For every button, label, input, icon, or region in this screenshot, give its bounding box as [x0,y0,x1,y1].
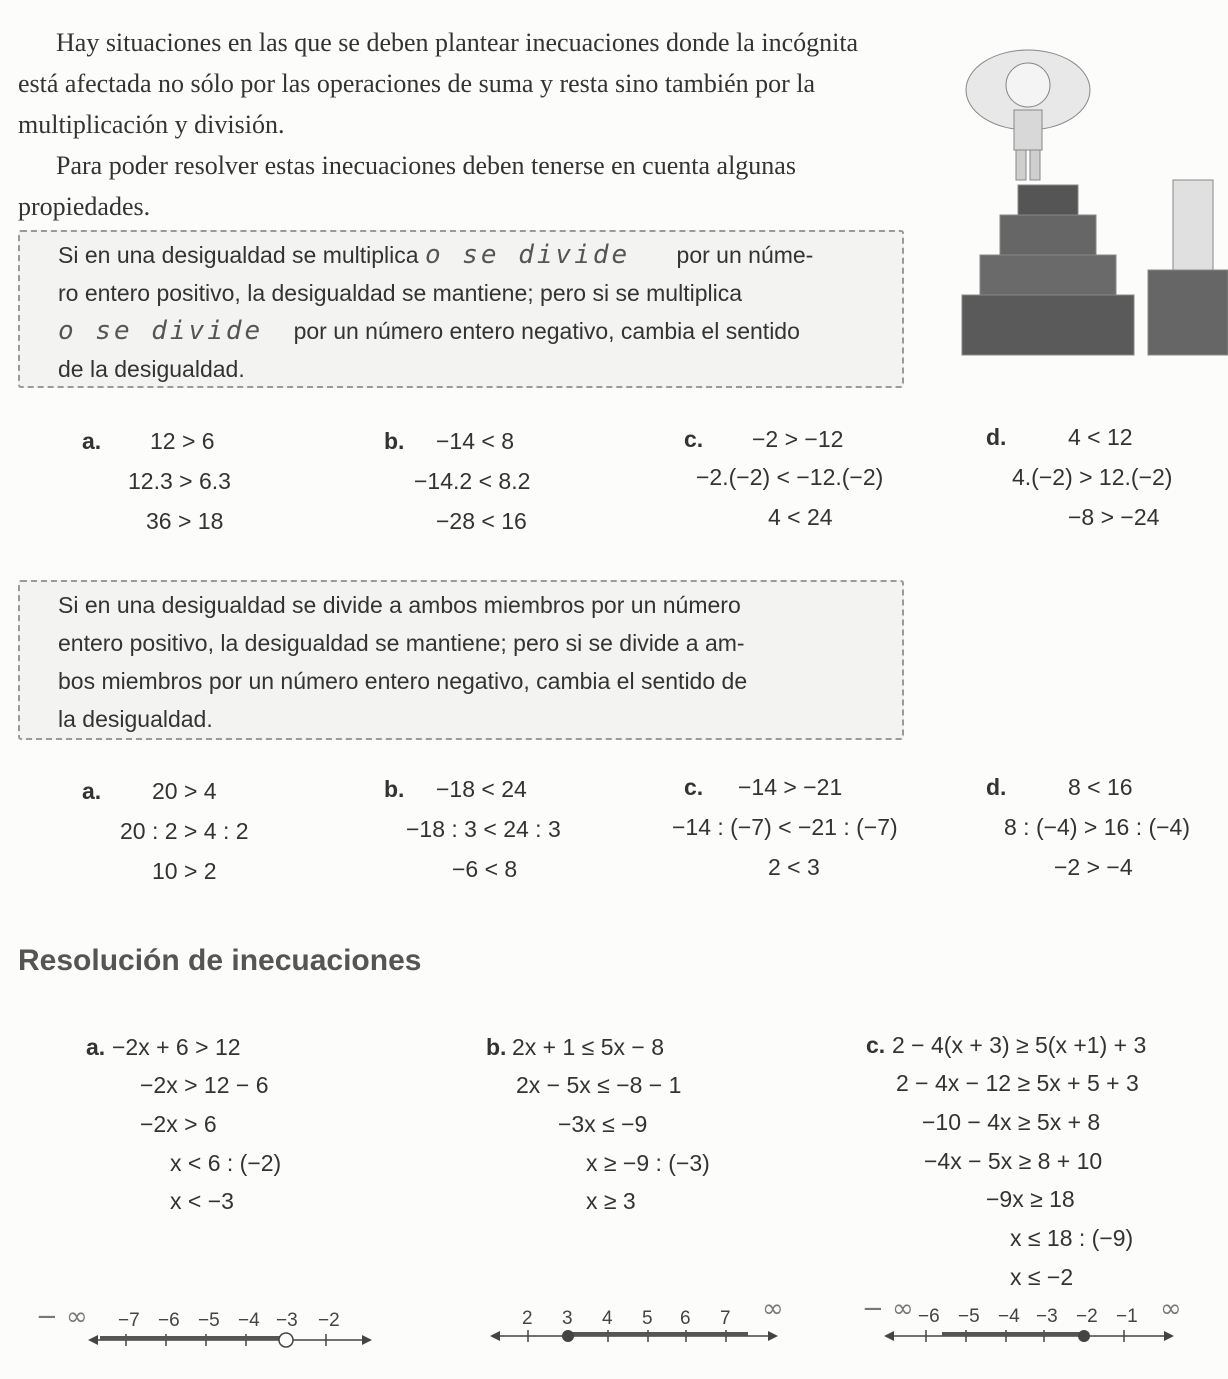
example-line: −14 > −21 [738,774,843,800]
example-line: 4 < 12 [1068,424,1133,450]
solution-line: x ≥ −9 : (−3) [586,1150,710,1176]
number-line-c [862,1294,1202,1352]
number-line-axis [30,1326,380,1356]
solution-line: x < 6 : (−2) [170,1150,282,1176]
solution-line: −2x > 6 [140,1111,217,1137]
tick-label: −3 [1036,1306,1058,1327]
solution-line: x ≤ 18 : (−9) [1010,1225,1134,1251]
example-label: b. [384,428,405,454]
solution-line: 2 − 4x − 12 ≥ 5x + 5 + 3 [896,1070,1139,1096]
example-line: 12 > 6 [150,428,215,454]
example-line: −6 < 8 [452,856,518,882]
rule2-line: entero positivo, la desigualdad se mantiene; pero si se divide a am- [58,630,745,656]
solution-line: 2x − 5x ≤ −8 − 1 [516,1072,682,1098]
example-label: b. [384,776,405,802]
example-line: 20 > 4 [152,778,217,804]
example-line: 10 > 2 [152,858,217,884]
example-line: 8 : (−4) > 16 : (−4) [1004,814,1191,840]
rule2-line: bos miembros por un número entero negativo, cambia el sentido de [58,668,748,694]
example-line: 8 < 16 [1068,774,1133,800]
tick-label: 6 [680,1308,691,1329]
solution-line: 2x + 1 ≤ 5x − 8 [512,1034,664,1060]
tick-label: 3 [562,1308,573,1329]
tick-label: −6 [158,1310,180,1331]
tick-label: −5 [958,1306,980,1327]
example-line: −2.(−2) < −12.(−2) [696,464,884,490]
solution-line: −2x > 12 − 6 [140,1072,269,1098]
right-infinity-label: ∞ [762,1294,784,1324]
tick-label: −5 [198,1310,220,1331]
solution-line: −9x ≥ 18 [986,1186,1075,1212]
solution-line: −3x ≤ −9 [558,1111,648,1137]
tick-label: 2 [522,1308,533,1329]
solution-line: x < −3 [170,1188,234,1214]
rule2-line: Si en una desigualdad se divide a ambos miembros por un número [58,592,741,618]
solution-label: b. [486,1034,507,1060]
number-line-axis [862,1322,1182,1352]
example-label: a. [82,428,102,454]
solution-line: −4x − 5x ≥ 8 + 10 [924,1148,1103,1174]
solution-label: c. [866,1032,886,1058]
solution-line: −10 − 4x ≥ 5x + 8 [922,1109,1101,1135]
tick-label: 5 [642,1308,653,1329]
tick-label: 4 [602,1308,613,1329]
example-line: 36 > 18 [146,508,224,534]
example-line: 2 < 3 [768,854,820,880]
tick-label: −7 [118,1310,140,1331]
example-line: −14 : (−7) < −21 : (−7) [672,814,898,840]
tick-label: −4 [998,1306,1020,1327]
number-line-b [486,1294,806,1352]
right-infinity-label: ∞ [1160,1294,1182,1324]
section-title: Resolución de inecuaciones [18,944,422,977]
intro-paragraph-2: Para poder resolver estas inecuaciones deben tenerse en cuenta algunas propiedades. [18,151,796,221]
example-label: c. [684,774,704,800]
example-line: 4.(−2) > 12.(−2) [1012,464,1173,490]
example-label: a. [82,778,102,804]
children-on-steps-illustration [958,40,1228,360]
number-line-a [30,1302,380,1356]
example-line: −14.2 < 8.2 [414,468,531,494]
example-label: d. [986,424,1007,450]
left-infinity-label: − ∞ [862,1294,914,1324]
rule2-line: la desigualdad. [58,706,213,732]
tick-label: −3 [276,1310,298,1331]
tick-label: −2 [318,1310,340,1331]
rule1-text-2: por un núme- [676,242,814,268]
solution-line: x ≤ −2 [1010,1264,1074,1290]
solution-line: −2x + 6 > 12 [112,1034,241,1060]
rule1-text-4: por un número entero negativo, cambia el sentido [293,318,800,344]
tick-label: −4 [238,1310,260,1331]
intro-paragraph-1: Hay situaciones en las que se deben plantear inecuaciones donde la incógnita está afectada no sólo por las operaciones de suma y resta sino también por la multiplicación y división. [18,28,859,139]
example-line: −18 : 3 < 24 : 3 [406,816,561,842]
solution-line: x ≥ 3 [586,1188,636,1214]
example-line: −2 > −12 [752,426,844,452]
rule1-text-1: Si en una desigualdad se multiplica [58,242,419,268]
left-infinity-label: − ∞ [36,1302,88,1332]
rule-box-multiplication [18,230,904,388]
number-line-axis [486,1322,786,1352]
tick-label: −6 [918,1306,940,1327]
example-line: −14 < 8 [436,428,515,454]
rule1-text-5: de la desigualdad. [58,356,245,382]
example-line: −2 > −4 [1054,854,1133,880]
example-line: −28 < 16 [436,508,527,534]
tick-label: −1 [1116,1306,1138,1327]
example-line: −18 < 24 [436,776,527,802]
example-label: c. [684,426,704,452]
rule1-text-3: ro entero positivo, la desigualdad se mantiene; pero si se multiplica [58,280,742,306]
rule1-handwritten-1: o se divide [424,240,631,270]
example-line: 4 < 24 [768,504,833,530]
rule-box-division [18,580,904,740]
solution-label: a. [86,1034,106,1060]
intro-text [18,22,898,227]
example-label: d. [986,774,1007,800]
solution-line: 2 − 4(x + 3) ≥ 5(x +1) + 3 [892,1032,1147,1058]
example-line: −8 > −24 [1068,504,1160,530]
tick-label: −2 [1076,1306,1098,1327]
example-line: 20 : 2 > 4 : 2 [120,818,249,844]
rule1-handwritten-2: o se divide [58,316,264,346]
example-line: 12.3 > 6.3 [128,468,231,494]
tick-label: 7 [720,1308,731,1329]
